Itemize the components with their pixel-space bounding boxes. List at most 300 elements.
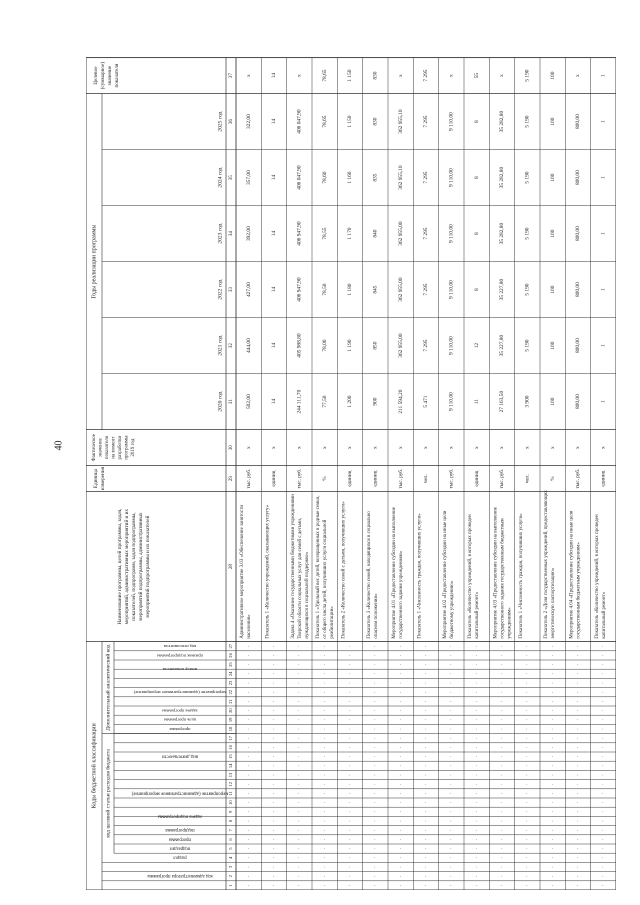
code-digit: ·: [449, 654, 455, 657]
code-digit: ·: [398, 847, 404, 850]
column-number: 9: [228, 810, 234, 813]
code-digit: ·: [398, 792, 404, 795]
row-value-y2021: 100: [549, 341, 556, 350]
code-digit: ·: [601, 709, 607, 712]
row-unit: единиц: [372, 470, 379, 487]
row-name: Мероприятие 4.02 «Предоставление субсидии на иные цели: [442, 510, 448, 639]
code-digit: ·: [449, 691, 455, 694]
code-header-label: подпрограмма: [165, 827, 195, 833]
code-digit: ·: [550, 884, 556, 887]
code-digit: ·: [373, 792, 379, 795]
base-column-header: Фактическое: [92, 433, 98, 462]
code-digit: ·: [348, 672, 354, 675]
column-number: 8: [228, 819, 234, 823]
code-digit: ·: [525, 783, 531, 786]
row-value-y2022: 100: [549, 285, 556, 294]
row-value-y2023: 78,55: [321, 227, 328, 240]
code-digit: ·: [500, 838, 506, 841]
code-digit: ·: [373, 884, 379, 887]
unit-column-header: Единица: [93, 468, 100, 489]
code-digit: ·: [576, 884, 582, 887]
code-digit: ·: [348, 663, 354, 666]
code-digit: ·: [550, 875, 556, 878]
row-target: 78,65: [321, 69, 328, 82]
code-digit: ·: [322, 728, 328, 730]
code-digit: ·: [297, 728, 303, 730]
code-digit: ·: [500, 709, 506, 712]
code-digit: ·: [424, 682, 430, 684]
column-number: 31: [229, 399, 235, 405]
code-digit: ·: [576, 645, 582, 648]
row-value-y2024: 800,00: [575, 170, 582, 186]
code-digit: ·: [500, 654, 506, 657]
code-digit: ·: [348, 792, 354, 795]
code-digit: ·: [449, 884, 455, 887]
code-digit: ·: [297, 783, 303, 786]
code-digit: ·: [297, 737, 303, 740]
class-header-label: номер показателя: [162, 667, 198, 673]
code-digit: ·: [398, 801, 404, 804]
code-digit: ·: [474, 810, 480, 813]
code-digit: ·: [474, 764, 480, 767]
code-digit: ·: [601, 875, 607, 878]
row-value-y2022: 1: [600, 288, 607, 291]
code-digit: ·: [525, 875, 531, 878]
column-number: 6: [228, 838, 234, 841]
code-digit: ·: [525, 691, 531, 694]
code-digit: ·: [322, 682, 328, 684]
column-number: 16: [228, 745, 234, 750]
code-digit: ·: [272, 700, 278, 703]
code-digit: ·: [550, 838, 556, 841]
row-name: Показатель «Количество учреждений, в которых проведен: [468, 514, 474, 639]
code-digit: ·: [322, 672, 328, 675]
code-digit: ·: [398, 810, 404, 813]
code-digit: ·: [297, 847, 303, 850]
code-digit: ·: [424, 709, 430, 712]
code-digit: ·: [246, 672, 252, 675]
row-name: Задача 4 «Оказание государственными бюджетными учреждениями: [290, 494, 296, 639]
row-value-y2021: 1: [600, 344, 607, 347]
code-digit: ·: [322, 792, 328, 795]
code-digit: ·: [576, 764, 582, 767]
code-digit: ·: [474, 866, 480, 868]
code-digit: ·: [601, 801, 607, 804]
code-digit: ·: [297, 700, 303, 703]
code-digit: ·: [373, 728, 379, 730]
code-digit: ·: [424, 663, 430, 666]
code-digit: ·: [525, 829, 531, 832]
code-digit: ·: [500, 737, 506, 740]
target-article-header: код целевой статьи расходов бюджета: [105, 749, 112, 838]
row-base: х: [600, 446, 607, 449]
code-digit: ·: [525, 672, 531, 675]
code-digit: ·: [550, 645, 556, 648]
target-column-header: (суммарное): [100, 61, 107, 90]
row-value-y2024: 100: [549, 173, 556, 182]
row-target: 1: [600, 74, 607, 77]
code-digit: ·: [525, 755, 531, 758]
code-digit: ·: [500, 820, 506, 822]
code-digit: ·: [474, 792, 480, 795]
row-value-y2024: 14: [271, 174, 278, 181]
code-digit: ·: [449, 820, 455, 822]
code-digit: ·: [500, 829, 506, 832]
column-number: 14: [228, 763, 234, 769]
row-value-y2025: 830: [372, 117, 379, 126]
code-digit: ·: [272, 645, 278, 648]
code-digit: ·: [348, 746, 354, 749]
code-digit: ·: [474, 737, 480, 740]
code-digit: ·: [576, 810, 582, 813]
code-digit: ·: [348, 810, 354, 813]
row-target: х: [499, 74, 506, 77]
row-base: х: [245, 446, 252, 449]
name-column-header: мероприятий, административных мероприятий и их: [124, 509, 131, 625]
row-name: энергетическую паспортизацию»: [551, 567, 557, 639]
code-digit: ·: [525, 700, 531, 703]
row-value-y2022: 7 295: [423, 283, 430, 296]
row-base: х: [499, 446, 506, 449]
row-value-y2025: 800,00: [575, 114, 582, 130]
code-digit: ·: [601, 682, 607, 684]
code-digit: ·: [348, 783, 354, 786]
code-digit: ·: [550, 672, 556, 675]
code-digit: ·: [246, 838, 252, 841]
name-column-header: мероприятий подпрограммы и их показателей: [145, 515, 152, 618]
year-header-2023: 2023 год: [217, 223, 224, 244]
column-number: 10: [228, 800, 234, 805]
page-number: 40: [53, 440, 65, 451]
code-digit: ·: [272, 829, 278, 832]
code-digit: ·: [246, 820, 252, 822]
row-value-y2023: 1: [600, 232, 607, 235]
name-column-header: Наименование программы, целей программы, задач,: [117, 508, 124, 625]
code-digit: ·: [424, 829, 430, 832]
code-digit: ·: [550, 700, 556, 703]
code-digit: ·: [322, 663, 328, 666]
row-value-y2025: 9 110,00: [448, 112, 455, 131]
row-target: х: [397, 74, 404, 77]
code-digit: ·: [322, 764, 328, 767]
code-digit: ·: [398, 774, 404, 776]
row-value-y2023: 8: [473, 232, 480, 235]
code-digit: ·: [272, 709, 278, 712]
row-value-y2024: 835: [372, 173, 379, 182]
code-digit: ·: [322, 746, 328, 749]
code-digit: ·: [373, 764, 379, 767]
code-digit: ·: [601, 728, 607, 730]
column-number: 11: [228, 791, 234, 796]
row-value-y2021: 1 190: [347, 339, 354, 352]
row-target: 7 295: [423, 69, 430, 82]
column-number: 35: [229, 175, 235, 181]
row-value-y2021: 405 988,80: [296, 333, 303, 358]
class-header-label: код исполнителя: [163, 644, 197, 650]
code-digit: ·: [246, 691, 252, 694]
code-digit: ·: [449, 792, 455, 795]
column-number: 23: [228, 680, 234, 686]
code-digit: ·: [424, 737, 430, 740]
code-digit: ·: [550, 755, 556, 758]
code-digit: ·: [525, 801, 531, 804]
code-digit: ·: [398, 820, 404, 822]
code-digit: ·: [272, 654, 278, 657]
code-digit: ·: [424, 810, 430, 813]
row-value-y2024: 406 047,90: [296, 165, 303, 190]
code-digit: ·: [373, 838, 379, 841]
code-digit: ·: [322, 801, 328, 804]
row-base: х: [397, 446, 404, 449]
code-digit: ·: [322, 875, 328, 878]
code-digit: ·: [525, 847, 531, 850]
base-column-header: 2019 год: [131, 438, 137, 457]
code-digit: ·: [474, 718, 480, 721]
row-value-y2020: 100: [549, 397, 556, 406]
row-unit: %: [549, 476, 556, 481]
code-digit: ·: [601, 838, 607, 841]
code-digit: ·: [272, 866, 278, 868]
row-name: Показатель 1 «Численность граждан, получивших услуги»: [518, 513, 524, 639]
code-digit: ·: [601, 645, 607, 648]
row-target: х: [296, 74, 303, 77]
code-digit: ·: [348, 691, 354, 694]
code-digit: ·: [373, 700, 379, 703]
code-digit: ·: [500, 875, 506, 878]
code-digit: ·: [601, 783, 607, 786]
code-digit: ·: [424, 700, 430, 703]
code-header-label: программа: [168, 836, 192, 842]
class-header-label: мероприятие (административное мероприятие): [133, 690, 227, 696]
code-digit: ·: [424, 856, 430, 859]
code-digit: ·: [398, 875, 404, 878]
code-digit: ·: [576, 820, 582, 822]
row-value-y2022: 427,00: [245, 282, 252, 298]
code-digit: ·: [449, 847, 455, 850]
code-digit: ·: [500, 866, 506, 868]
code-digit: ·: [373, 718, 379, 721]
code-digit: ·: [246, 718, 252, 721]
code-digit: ·: [373, 847, 379, 850]
code-digit: ·: [500, 856, 506, 859]
code-digit: ·: [297, 774, 303, 776]
code-digit: ·: [297, 682, 303, 684]
row-value-y2024: 1: [600, 176, 607, 179]
row-name: бюджетному учреждению»: [449, 580, 455, 639]
code-digit: ·: [474, 663, 480, 666]
row-name: Показатель 1 «Численность граждан, получивших услуги»: [417, 513, 423, 639]
row-value-y2022: 800,00: [575, 282, 582, 298]
code-digit: ·: [297, 672, 303, 675]
column-number: 4: [228, 856, 234, 859]
code-digit: ·: [398, 829, 404, 832]
row-base: х: [321, 446, 328, 449]
row-target: 55: [473, 72, 480, 79]
code-digit: ·: [449, 810, 455, 813]
row-value-y2021: 444,00: [245, 338, 252, 354]
code-digit: ·: [424, 746, 430, 749]
code-digit: ·: [246, 746, 252, 749]
code-digit: ·: [601, 866, 607, 868]
row-value-y2021: 35 227,80: [499, 334, 506, 357]
row-value-y2021: 9 110,00: [448, 336, 455, 355]
name-column-header: мероприятий подпрограммы, административных: [138, 512, 145, 621]
row-value-y2020: 211 594,20: [397, 389, 404, 414]
year-header-2025: 2025 год: [217, 111, 224, 132]
row-name: Показатель 1 «Количество учреждений, оказывающих услугу»: [265, 504, 271, 639]
row-name: государственным бюджетным учреждениям»: [576, 542, 582, 639]
code-digit: ·: [576, 792, 582, 795]
code-digit: ·: [576, 718, 582, 721]
code-digit: ·: [348, 884, 354, 887]
row-value-y2022: 845: [372, 285, 379, 294]
rotated-table-scan: [86, 20, 616, 890]
code-header-label: вид деятельности: [162, 753, 198, 759]
code-digit: ·: [500, 783, 506, 786]
base-column-header: программы: [124, 435, 130, 460]
target-column-header: значение: [107, 65, 114, 86]
code-digit: ·: [246, 663, 252, 666]
row-value-y2023: 7 295: [423, 227, 430, 240]
code-digit: ·: [525, 682, 531, 684]
code-digit: ·: [348, 709, 354, 712]
row-value-y2022: 8: [473, 288, 480, 291]
code-digit: ·: [297, 829, 303, 832]
code-digit: ·: [272, 682, 278, 684]
code-digit: ·: [373, 774, 379, 776]
code-digit: ·: [576, 847, 582, 850]
code-digit: ·: [449, 774, 455, 776]
row-value-y2020: 27 163,50: [499, 390, 506, 413]
code-digit: ·: [322, 810, 328, 813]
code-digit: ·: [474, 746, 480, 749]
code-digit: ·: [322, 884, 328, 887]
base-column-header: показателя: [105, 436, 111, 460]
row-value-y2021: 12: [473, 342, 480, 349]
row-unit: %: [321, 476, 328, 481]
row-value-y2025: 1 150: [347, 115, 354, 128]
code-digit: ·: [398, 764, 404, 767]
code-digit: ·: [373, 709, 379, 712]
year-header-2020: 2020 год: [217, 391, 224, 412]
column-number: 2: [228, 875, 234, 878]
column-number: 18: [228, 726, 234, 732]
code-digit: ·: [474, 691, 480, 694]
code-digit: ·: [246, 764, 252, 767]
code-digit: ·: [424, 654, 430, 657]
code-digit: ·: [322, 718, 328, 721]
row-base: х: [549, 446, 556, 449]
row-base: х: [347, 446, 354, 449]
code-digit: ·: [550, 728, 556, 730]
code-digit: ·: [348, 718, 354, 721]
row-value-y2025: 100: [549, 117, 556, 126]
code-digit: ·: [246, 645, 252, 648]
code-digit: ·: [272, 718, 278, 721]
code-digit: ·: [424, 691, 430, 694]
row-name: Мероприятие 4.03 «Предоставление субсидии на выполнение: [493, 506, 499, 639]
code-digit: ·: [449, 764, 455, 767]
code-digit: ·: [550, 663, 556, 666]
row-value-y2025: 5 190: [524, 115, 531, 128]
code-digit: ·: [525, 856, 531, 859]
row-unit: тыс. руб.: [575, 468, 582, 489]
code-digit: ·: [272, 856, 278, 859]
code-digit: ·: [373, 645, 379, 648]
code-digit: ·: [373, 672, 379, 675]
code-digit: ·: [424, 645, 430, 648]
base-column-header: значение: [98, 438, 104, 458]
row-value-y2020: 14: [271, 398, 278, 405]
code-digit: ·: [576, 875, 582, 878]
code-digit: ·: [449, 737, 455, 740]
row-value-y2020: 11: [473, 398, 480, 405]
code-digit: ·: [500, 764, 506, 767]
row-value-y2020: 3 900: [524, 395, 531, 408]
code-digit: ·: [525, 746, 531, 749]
code-digit: ·: [576, 672, 582, 675]
row-unit: тыс. руб.: [397, 468, 404, 489]
row-unit: чел.: [423, 474, 430, 484]
code-digit: ·: [322, 755, 328, 758]
code-digit: ·: [550, 682, 556, 684]
row-value-y2024: 78,60: [321, 171, 328, 184]
column-number: 24: [228, 671, 234, 677]
code-digit: ·: [449, 728, 455, 730]
code-digit: ·: [398, 645, 404, 648]
code-digit: ·: [500, 801, 506, 804]
code-digit: ·: [525, 764, 531, 767]
code-digit: ·: [474, 755, 480, 758]
row-unit: тыс. руб.: [245, 468, 252, 489]
code-digit: ·: [550, 764, 556, 767]
code-digit: ·: [424, 838, 430, 841]
code-digit: ·: [424, 728, 430, 730]
column-number: 30: [229, 445, 235, 451]
name-column-header: показателей, подпрограмм, задач подпрограммы,: [131, 512, 138, 621]
code-digit: ·: [550, 829, 556, 832]
code-digit: ·: [576, 682, 582, 684]
column-number: 12: [228, 781, 234, 787]
row-value-y2022: 78,50: [321, 283, 328, 296]
code-digit: ·: [474, 728, 480, 730]
class-header-label: задача программы: [162, 708, 198, 714]
row-value-y2022: 9 110,00: [448, 280, 455, 299]
code-digit: ·: [322, 774, 328, 776]
code-digit: ·: [601, 829, 607, 832]
code-digit: ·: [246, 810, 252, 813]
row-value-y2025: 362 955,10: [397, 109, 404, 134]
column-number: 5: [228, 847, 234, 850]
code-digit: ·: [322, 847, 328, 850]
code-digit: ·: [474, 672, 480, 675]
year-header-2024: 2024 год: [217, 167, 224, 188]
row-value-y2021: 5 190: [524, 339, 531, 352]
row-value-y2025: 35 282,80: [499, 110, 506, 133]
code-digit: ·: [246, 728, 252, 730]
code-digit: ·: [322, 737, 328, 740]
code-digit: ·: [525, 663, 531, 666]
code-digit: ·: [272, 728, 278, 730]
row-value-y2024: 362 955,10: [397, 165, 404, 190]
row-value-y2025: 78,65: [321, 115, 328, 128]
code-digit: ·: [322, 856, 328, 859]
code-digit: ·: [297, 866, 303, 868]
row-value-y2020: 800,00: [575, 394, 582, 410]
code-digit: ·: [474, 682, 480, 684]
row-name: капитальный ремонт»: [475, 591, 481, 639]
row-value-y2023: 362 955,00: [397, 221, 404, 246]
